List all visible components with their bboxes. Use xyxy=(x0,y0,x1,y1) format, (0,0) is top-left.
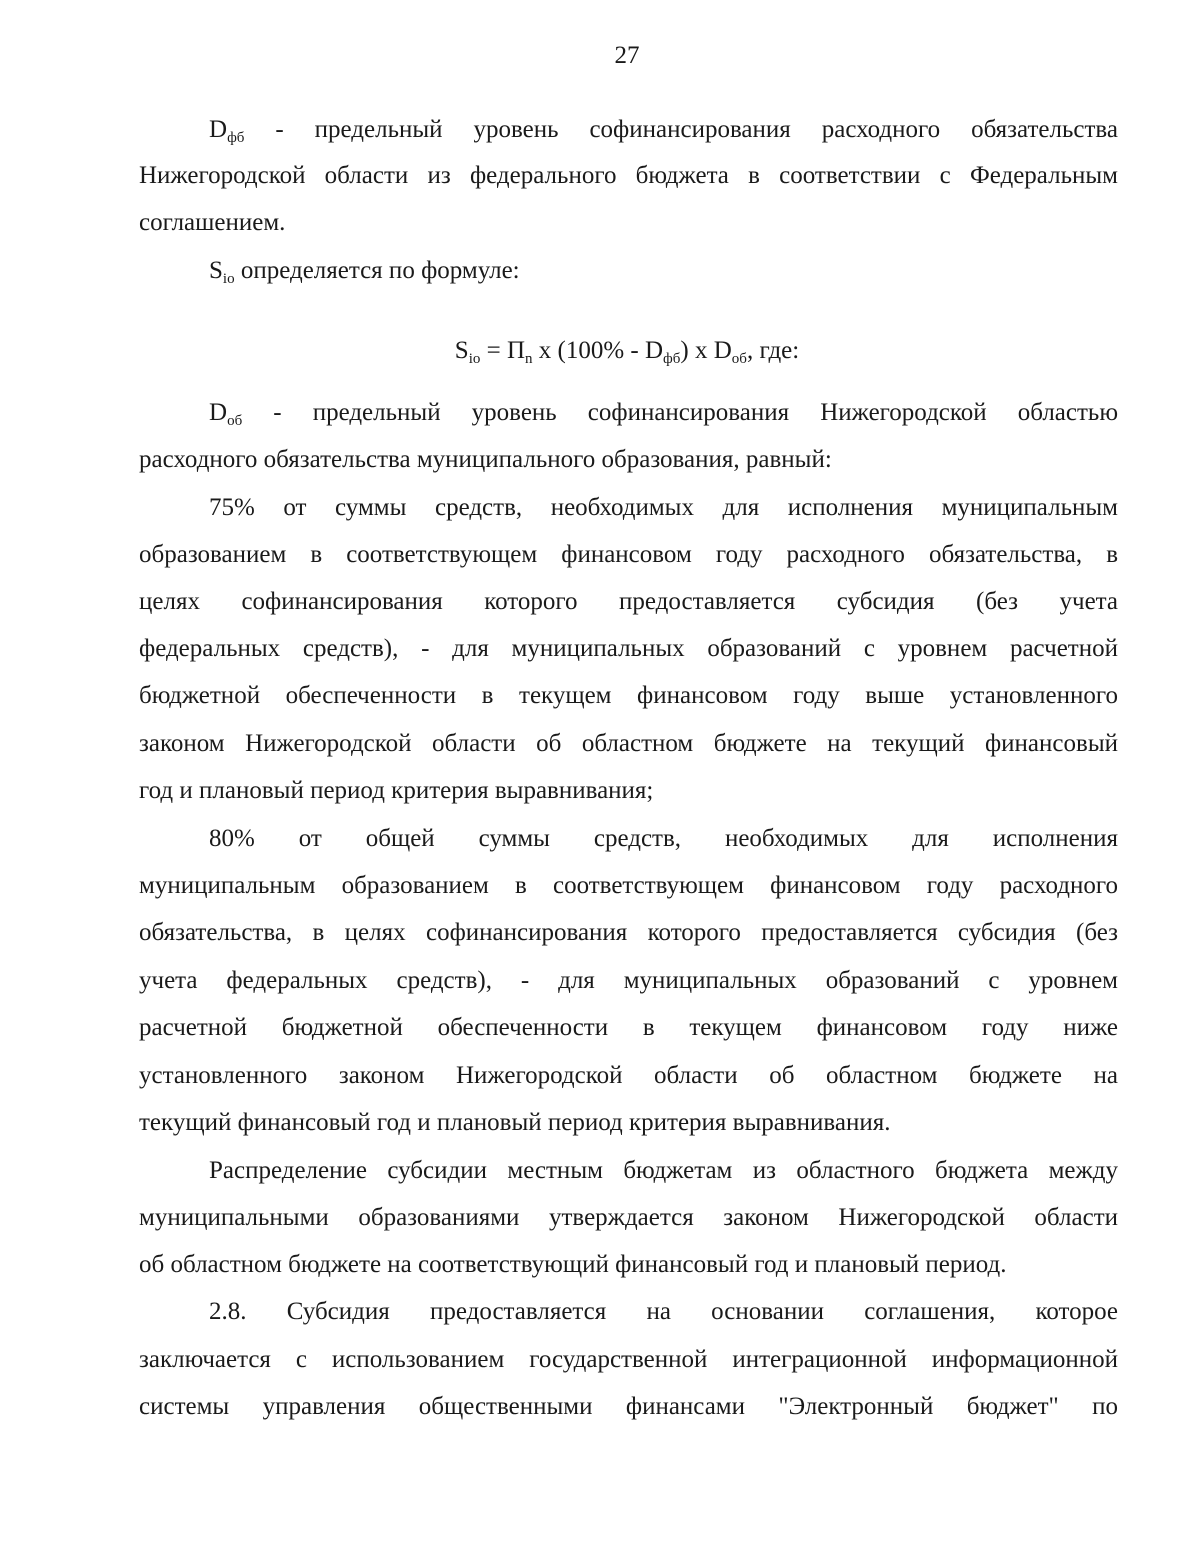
p75-line: образованием в соответствующем финансовом году расходного обязательства, в xyxy=(139,541,1118,568)
p80-line: обязательства, в целях софинансирования которого предоставляется субсидия (без xyxy=(139,919,1118,946)
p28-line: заключается с использованием государственной интеграционной информационной xyxy=(139,1346,1118,1373)
def-dob-line-2: расходного обязательства муниципального образования, равный: xyxy=(139,446,832,473)
distribution-line: муниципальными образованиями утверждается законом Нижегородской области xyxy=(139,1204,1118,1231)
p80-line: текущий финансовый год и плановый период критерия выравнивания. xyxy=(139,1109,891,1136)
p75-line: бюджетной обеспеченности в текущем финансовом году выше установленного xyxy=(139,682,1118,709)
p80-line: расчетной бюджетной обеспеченности в текущем финансовом году ниже xyxy=(139,1014,1118,1041)
def-dfb-line-3: соглашением. xyxy=(139,209,286,236)
p75-line: целях софинансирования которого предоставляется субсидия (без учета xyxy=(139,588,1118,615)
p80-line: установленного законом Нижегородской области об областном бюджете на xyxy=(139,1062,1118,1089)
p28-line: 2.8. Субсидия предоставляется на основании соглашения, которое xyxy=(209,1298,1118,1325)
p80-line: 80% от общей суммы средств, необходимых для исполнения xyxy=(209,825,1118,852)
distribution-line: Распределение субсидии местным бюджетам из областного бюджета между xyxy=(209,1157,1118,1184)
p75-line: законом Нижегородской области об областном бюджете на текущий финансовый xyxy=(139,730,1118,757)
sio-intro: $S_{io}$ определяется по формуле: xyxy=(209,257,520,287)
def-dob-line-1: $D_{об}$ - предельный уровень софинансирования Нижегородской областью xyxy=(209,399,1118,429)
def-dfb-line-1: $D_{фб}$ - предельный уровень софинансирования расходного обязательства xyxy=(209,116,1118,146)
def-dfb-line-2: Нижегородской области из федерального бюджета в соответствии с Федеральным xyxy=(139,162,1118,189)
p75-line: год и плановый период критерия выравнивания; xyxy=(139,777,654,804)
formula: $S_{io} = П_n$ x $(100\% - D_{фб})$ x $D_{об}$, где: xyxy=(454,337,800,367)
p80-line: учета федеральных средств), - для муниципальных образований с уровнем xyxy=(139,967,1118,994)
p28-line: системы управления общественными финансами "Электронный бюджет" по xyxy=(139,1393,1118,1420)
p80-line: муниципальным образованием в соответствующем финансовом году расходного xyxy=(139,872,1118,899)
p75-line: федеральных средств), - для муниципальных образований с уровнем расчетной xyxy=(139,635,1118,662)
p75-line: 75% от суммы средств, необходимых для исполнения муниципальным xyxy=(209,494,1118,521)
page-number: 27 xyxy=(614,42,640,69)
distribution-line: об областном бюджете на соответствующий финансовый год и плановый период. xyxy=(139,1251,1007,1278)
